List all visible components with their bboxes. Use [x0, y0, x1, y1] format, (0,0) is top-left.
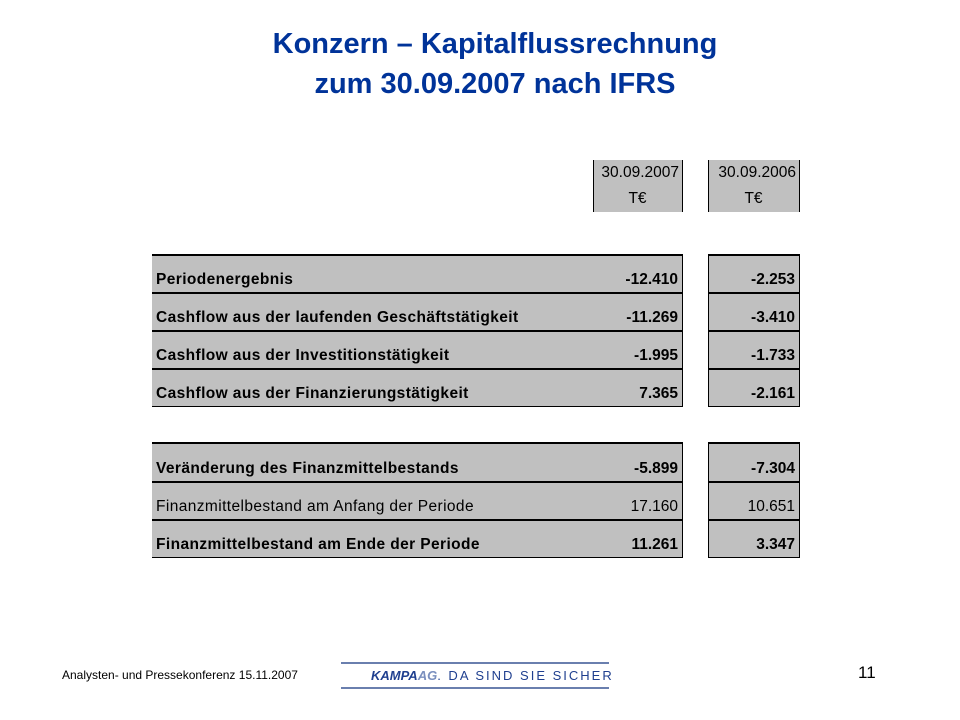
row-value-2006-veraenderung: -7.304 [708, 444, 799, 481]
header-left-border-2006 [708, 160, 709, 212]
header-right-border-2006 [799, 160, 800, 212]
col2006-right-border-group1 [799, 254, 800, 407]
col2007-right-border-group2 [682, 442, 683, 558]
rule-bottom-group1-right [708, 406, 799, 407]
logo-ag: AG [417, 668, 438, 683]
row-value-2006-bestand-anfang: 10.651 [708, 483, 799, 519]
row-value-2007-periodenergebnis: -12.410 [593, 256, 682, 292]
logo-bottom-line [341, 687, 609, 689]
page-number: 11 [858, 663, 876, 682]
footer-event-text: Analysten- und Pressekonferenz 15.11.2007 [62, 668, 298, 682]
row-value-2006-bestand-ende: 3.347 [708, 521, 799, 557]
row-label-periodenergebnis: Periodenergebnis [152, 256, 593, 292]
rule-bottom-group2-left [152, 557, 682, 558]
row-value-2006-cashflow-investition: -1.733 [708, 332, 799, 368]
row-value-2007-bestand-ende: 11.261 [593, 521, 682, 557]
rule-bottom-group1-left [152, 406, 682, 407]
row-value-2006-periodenergebnis: -2.253 [708, 256, 799, 292]
row-value-2007-bestand-anfang: 17.160 [593, 483, 682, 519]
logo-text [371, 668, 614, 683]
row-label-cashflow-investition: Cashflow aus der Investitionstätigkeit [152, 332, 593, 368]
logo-slogan: . DA SIND SIE SICHER [437, 668, 614, 683]
row-value-2006-cashflow-laufend: -3.410 [708, 294, 799, 330]
col2006-left-border-group2 [708, 442, 709, 558]
row-label-cashflow-laufend: Cashflow aus der laufenden Geschäftstätigkeit [152, 294, 593, 330]
row-label-veraenderung: Veränderung des Finanzmittelbestands [152, 444, 593, 481]
row-label-bestand-anfang: Finanzmittelbestand am Anfang der Periode [152, 483, 593, 519]
row-value-2007-cashflow-investition: -1.995 [593, 332, 682, 368]
header-date-2006: 30.09.2006 [708, 160, 799, 186]
header-unit-2006: T€ [708, 186, 799, 212]
title-line-2: zum 30.09.2007 nach IFRS [314, 68, 676, 100]
row-label-cashflow-finanzierung: Cashflow aus der Finanzierungstätigkeit [152, 370, 593, 406]
logo-brand: KAMPA [371, 668, 418, 683]
kampa-logo [341, 662, 614, 690]
col2006-left-border-group1 [708, 254, 709, 407]
row-label-bestand-ende: Finanzmittelbestand am Ende der Periode [152, 521, 593, 557]
header-right-border-2007 [682, 160, 683, 212]
row-value-2007-cashflow-laufend: -11.269 [593, 294, 682, 330]
row-value-2006-cashflow-finanzierung: -2.161 [708, 370, 799, 406]
row-value-2007-cashflow-finanzierung: 7.365 [593, 370, 682, 406]
col2007-right-border-group1 [682, 254, 683, 407]
title-line-1: Konzern – Kapitalflussrechnung [272, 28, 718, 60]
col2006-right-border-group2 [799, 442, 800, 558]
header-unit-2007: T€ [593, 186, 682, 212]
header-date-2007: 30.09.2007 [593, 160, 682, 186]
rule-bottom-group2-right [708, 557, 799, 558]
logo-top-line [341, 662, 609, 664]
header-left-border-2007 [593, 160, 594, 212]
row-value-2007-veraenderung: -5.899 [593, 444, 682, 481]
